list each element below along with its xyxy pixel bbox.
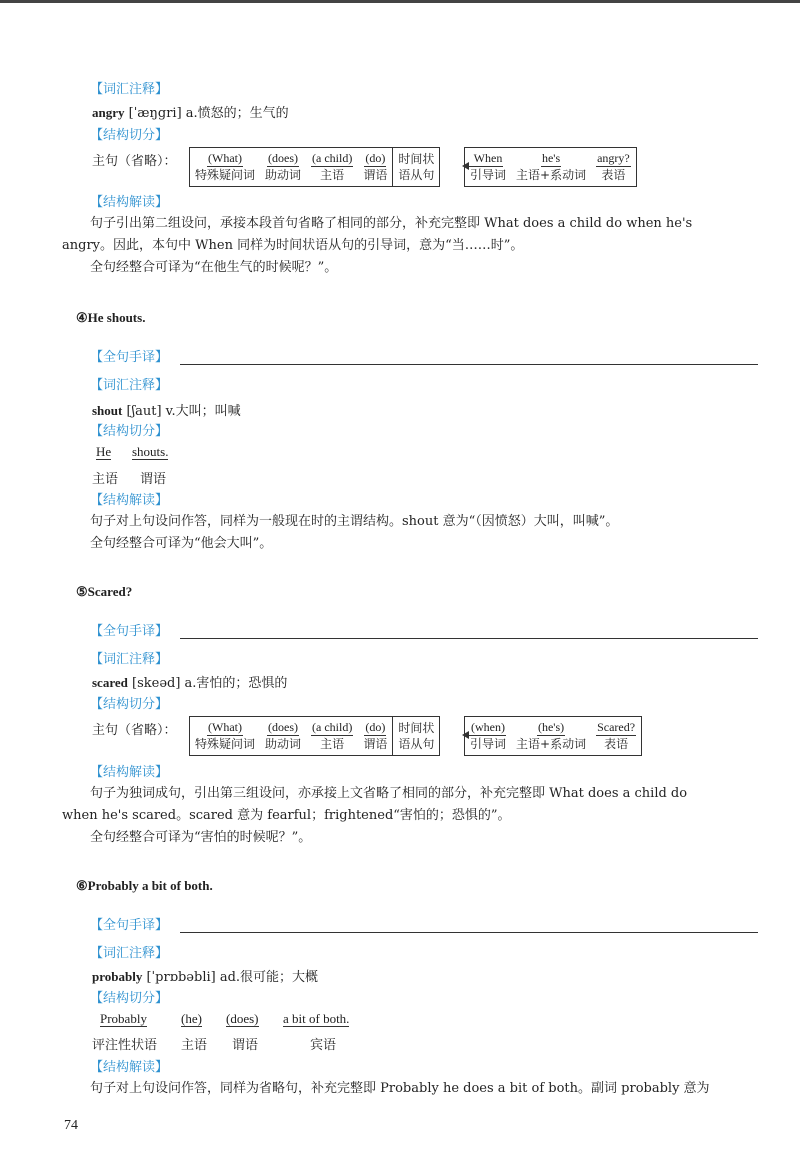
vocab-word: scared — [92, 675, 128, 690]
analysis-header: 【结构解读】 — [90, 1060, 169, 1075]
box-cell — [358, 148, 392, 186]
box-cell — [591, 717, 641, 755]
cell-en: When — [473, 151, 503, 165]
vocab-definition: [ˈprɒbəbli] ad.很可能；大概 — [142, 970, 319, 985]
cell-en: (when) — [471, 720, 505, 734]
cell-en: (do) — [365, 720, 386, 734]
word-en: a bit of both. — [283, 1011, 350, 1026]
cell-zh: 助动词 — [265, 737, 302, 751]
clause-type-cell — [392, 148, 439, 186]
split-word — [226, 1011, 259, 1027]
cell-zh: 特殊疑问词 — [195, 737, 256, 751]
vocab-definition: [ˈæŋgri] a.愤怒的；生气的 — [124, 106, 289, 121]
split-header: 【结构切分】 — [90, 697, 169, 712]
word-en: (does) — [226, 1011, 259, 1026]
split-word — [132, 444, 168, 460]
clause-type-line1: 时间状 — [398, 152, 435, 166]
word-role: 谓语 — [140, 472, 167, 487]
analysis-line: 句子对上句设问作答，同样为省略句，补充完整即 Probably he does a bit of both。副词 probably 意为 — [90, 1081, 710, 1096]
cell-en: (What) — [208, 720, 242, 734]
cell-zh: 主语 — [320, 168, 345, 182]
subclause-box — [464, 147, 637, 187]
box-cell — [511, 717, 591, 755]
clause-type-cell — [392, 717, 439, 755]
cell-zh: 助动词 — [265, 168, 302, 182]
box-cell — [511, 148, 591, 186]
box-cell — [465, 148, 511, 186]
cell-en: (a child) — [312, 151, 353, 165]
clause-type-line2: 语从句 — [398, 168, 435, 182]
subclause-box — [464, 716, 642, 756]
cell-zh: 谓语 — [363, 737, 388, 751]
page-number: 74 — [64, 1118, 78, 1133]
cell-zh: 表语 — [601, 168, 626, 182]
split-word — [96, 444, 111, 460]
word-role: 谓语 — [232, 1038, 259, 1053]
cell-zh: 主语+系动词 — [516, 168, 587, 182]
box-cell — [260, 148, 306, 186]
word-en: (he) — [181, 1011, 202, 1026]
cell-zh: 谓语 — [363, 168, 388, 182]
box-cell — [306, 148, 358, 186]
cell-en: angry? — [597, 151, 630, 165]
main-clause-box — [189, 147, 440, 187]
vocab-entry — [92, 400, 241, 419]
box-cell — [260, 717, 306, 755]
translate-header: 【全句手译】 — [90, 624, 169, 639]
box-cell — [358, 717, 392, 755]
analysis-line: angry。因此，本句中 When 同样为时间状语从句的引导词，意为“当……时”。 — [62, 238, 524, 253]
word-role: 主语 — [181, 1038, 208, 1053]
vocab-header: 【词汇注释】 — [90, 652, 169, 667]
vocab-definition: [skeəd] a.害怕的；恐惧的 — [127, 676, 288, 691]
vocab-definition: [ʃaut] v.大叫；叫喊 — [122, 404, 241, 419]
split-word — [181, 1011, 202, 1027]
translation-blank-line — [180, 932, 758, 933]
box-cell — [465, 717, 511, 755]
cell-zh: 表语 — [604, 737, 629, 751]
analysis-header: 【结构解读】 — [90, 195, 169, 210]
cell-zh: 主语+系动词 — [516, 737, 587, 751]
word-en: Probably — [100, 1011, 147, 1026]
main-clause-label: 主句（省略）： — [92, 154, 177, 169]
box-cell — [190, 717, 260, 755]
cell-en: (does) — [268, 720, 299, 734]
translate-header: 【全句手译】 — [90, 918, 169, 933]
clause-type-line2: 语从句 — [398, 737, 435, 751]
translation-blank-line — [180, 638, 758, 639]
analysis-line: 句子引出第二组设问，承接本段首句省略了相同的部分，补充完整即 What does a child do when he's — [90, 216, 693, 231]
vocab-header: 【词汇注释】 — [90, 378, 169, 393]
cell-zh: 特殊疑问词 — [195, 168, 256, 182]
vocab-entry — [92, 102, 289, 121]
vocab-header: 【词汇注释】 — [90, 82, 169, 97]
cell-en: he's — [541, 151, 561, 165]
analysis-line: 句子对上句设问作答，同样为一般现在时的主谓结构。shout 意为“（因愤怒）大叫，叫喊”。 — [90, 514, 619, 529]
analysis-line: when he's scared。scared 意为 fearful；frightened“害怕的；恐惧的”。 — [62, 808, 511, 823]
word-role: 主语 — [92, 472, 119, 487]
translation-blank-line — [180, 364, 758, 365]
word-role: 评注性状语 — [92, 1038, 158, 1053]
box-cell — [306, 717, 358, 755]
split-header: 【结构切分】 — [90, 991, 169, 1006]
vocab-header: 【词汇注释】 — [90, 946, 169, 961]
analysis-header: 【结构解读】 — [90, 765, 169, 780]
translation-line: 全句经整合可译为“害怕的时候呢？”。 — [90, 830, 312, 845]
analysis-header: 【结构解读】 — [90, 493, 169, 508]
word-en: shouts. — [132, 444, 169, 459]
translation-line: 全句经整合可译为“他会大叫”。 — [90, 536, 273, 551]
main-clause-box — [189, 716, 440, 756]
main-clause-label: 主句（省略）： — [92, 723, 177, 738]
cell-en: (he's) — [537, 720, 565, 734]
translate-header: 【全句手译】 — [90, 350, 169, 365]
box-cell — [591, 148, 636, 186]
split-word — [100, 1011, 147, 1027]
vocab-entry — [92, 966, 318, 985]
cell-zh: 主语 — [320, 737, 345, 751]
cell-en: (What) — [208, 151, 242, 165]
vocab-entry — [92, 672, 287, 691]
word-en: He — [96, 444, 112, 459]
sentence-title: ⑥Probably a bit of both. — [76, 878, 213, 893]
sentence-title: ④He shouts. — [76, 310, 146, 325]
cell-en: (a child) — [312, 720, 353, 734]
vocab-word: shout — [92, 403, 123, 418]
analysis-line: 句子为独词成句，引出第三组设问，亦承接上文省略了相同的部分，补充完整即 What does a child do — [90, 786, 688, 801]
split-header: 【结构切分】 — [90, 128, 169, 143]
cell-zh: 引导词 — [470, 168, 507, 182]
cell-zh: 引导词 — [470, 737, 507, 751]
vocab-word: probably — [92, 969, 143, 984]
cell-en: Scared? — [597, 720, 636, 734]
word-role: 宾语 — [310, 1038, 337, 1053]
split-word — [283, 1011, 349, 1027]
vocab-word: angry — [92, 105, 125, 120]
cell-en: (does) — [268, 151, 299, 165]
clause-type-line1: 时间状 — [398, 721, 435, 735]
cell-en: (do) — [365, 151, 386, 165]
split-header: 【结构切分】 — [90, 424, 169, 439]
top-border — [0, 0, 800, 3]
box-cell — [190, 148, 260, 186]
translation-line: 全句经整合可译为“在他生气的时候呢？”。 — [90, 260, 338, 275]
sentence-title: ⑤Scared? — [76, 584, 133, 599]
